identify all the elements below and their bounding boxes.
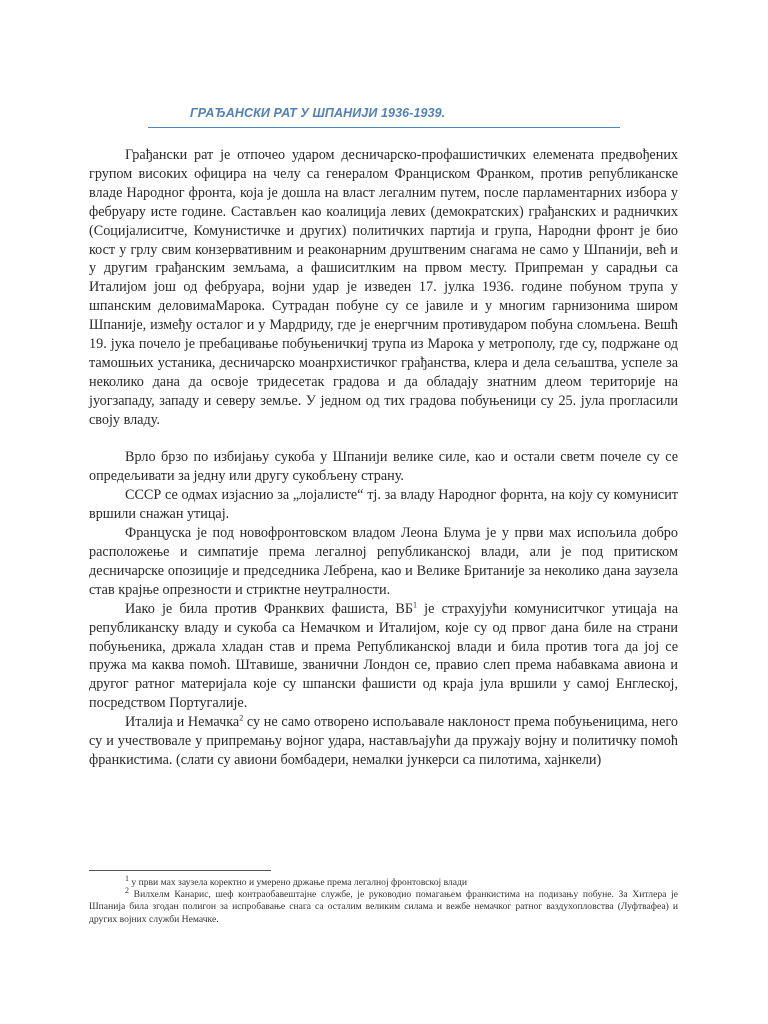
paragraph-1: Грађански рат је отпочео ударом десничарско-профашистичких елемената предвођених групом високих официра на челу са генералом Франциском Франком, против републиканске владе Народног фронта, која је дошла на власт легалним путем, после парламентарних изборa у фебруару исте године. Састављен као коалиција левих (демократских) грађанских и радничких (Социјалиситче, Комунистичке и других) политичких партија и група, Народни фронт је био кост у грлу свим конзервативним и реаконарним друштвеним снагама не само у Шпанији, већ и у другим грађанским земљама, а фашиситлким на првом месту. Припреман у сарадњи са Италијом још од фебруара, војни удар је изведен 17. јулка 1936. године побуном трупа у шпанским деловимаМарока. Сутрадан побуне су се јавиле и у многим гарнизонима широм Шпаније, између осталог и у Мардриду, где је енергчним противударом побуна сломљена. Вешћ 19. јука почело је пребацивање побуњеничкиј трупа из Марока у метрополу, где су, подржане од тамошњих устаника, десничарско моанрхистичког грађанства, клера и дела сељаштва, успеле за неколико дана да освоје тридесетак градова и да обладају знатним длеом територије на јуогзападу, западу и северу земље. У једном од тих градова побуњеници су 25. јула прогласили своју владу.: [89, 147, 678, 428]
paragraph-2: Врло брзо по избијању сукоба у Шпанији велике силе, као и остали светм почеле су се опредељивати за једну или другу сукобљену страну.: [89, 449, 678, 485]
footnote-ref-1[interactable]: 1: [412, 600, 417, 609]
footnotes: [89, 873, 678, 926]
footnote-2: $^2$ Вилхелм Канарис, шеф контраобавештајне службе, је руководио помагањем франкистима на подизању побуне. За Хитлера је Шпанија била згодан полигон за испробавање снага са осталим великим силама и вежбе немачког ратног ваздухопловства (Луфтвафеа) и других војних служби Немачке.: [89, 886, 678, 925]
document-body: [89, 146, 678, 770]
paragraph-6: Италија и Немачка$^2$ су не само отворено испољавале наклоност према побуњеницима, него су и учествовале у припремању војног удара, настављајући да пружају војну и политичку помоћ франкистима. (слати су авиони бомбадери, немалки јункерси са пилотима, хајнкели): [89, 713, 678, 768]
footnote-separator: [89, 870, 271, 871]
footnote-1: $^1$ у први мах заузела коректно и умерено држање према легалној фронтовској влади: [125, 873, 468, 888]
paragraph-5: Иако је била против Франквих фашиста, $ВБ^1$ је страхујући комуниситчког утицаја на републиканску владу и сукоба са Немачком и Италијом, које су од првог дана биле на страни побуњеника, држала хладан став и према Републиканској влади и била против тога да јој се пружа ма каква помоћ. Штавише, званични Лондон се, правио слеп према набавкама авиона и другог ратног материјала које су шпански фашисти од краја јула вршили у самој Енглеској, посредством Португалије.: [89, 600, 678, 712]
title-underline: [148, 127, 620, 128]
footnote-ref-2[interactable]: 2: [239, 713, 244, 723]
document-title: ГРАЂАНСКИ РАТ У ШПАНИЈИ 1936-1939.: [190, 106, 446, 120]
paragraph-3: СССР се одмах изјаснио за „лојалисте“ тј. за владу Народног форнта, на коју су комунисит вршили снажан утицај.: [89, 487, 678, 523]
paragraph-4: Француска је под новофронтовском владом Леона Блума је у први мах испољила добро расположење и симпатије према легалној републиканској влади, али је под притиском десничарске опозиције и председника Лебрена, као и Велике Британије за неколико дана заузела став крајње опрезности и стриктне неутралности.: [89, 525, 678, 598]
